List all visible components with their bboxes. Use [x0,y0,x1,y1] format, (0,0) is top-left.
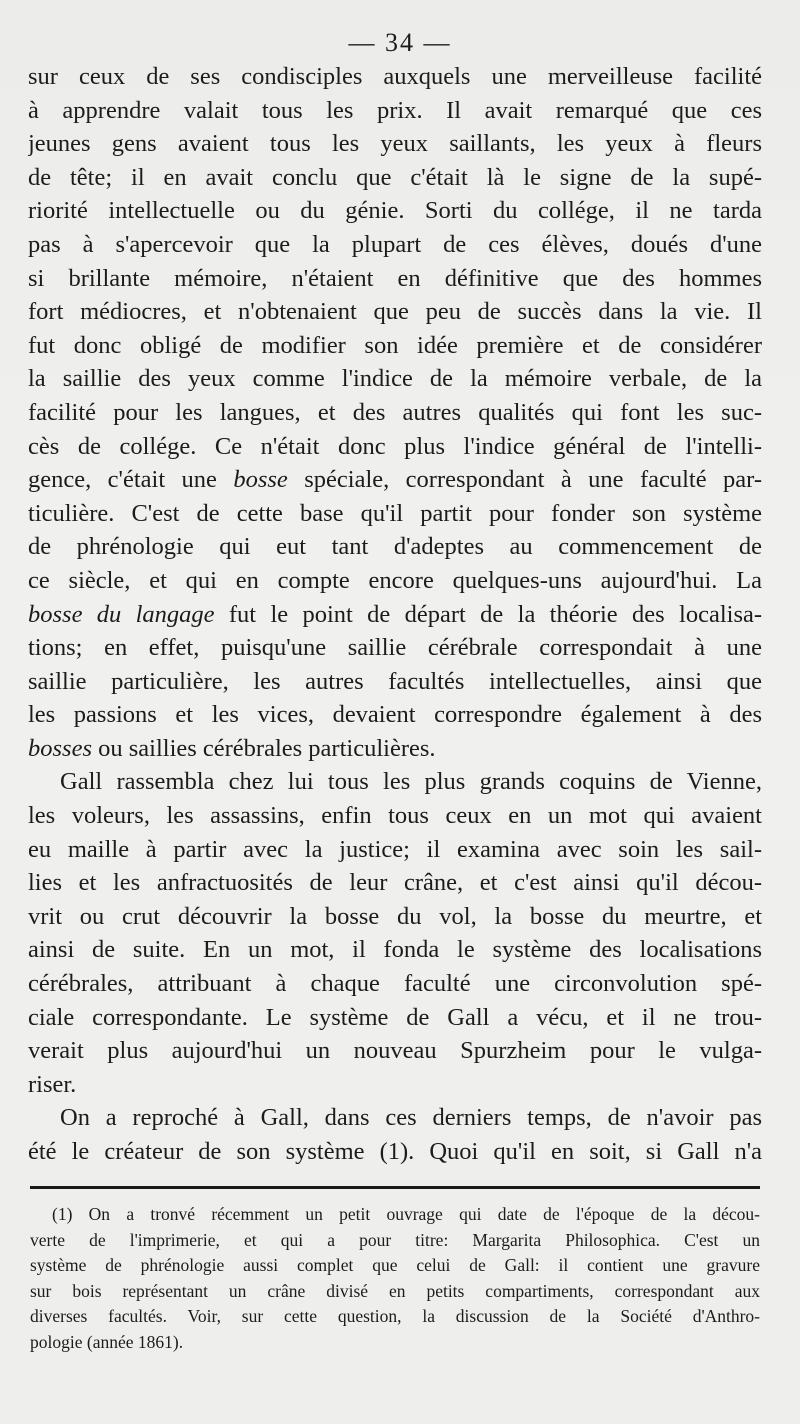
footnote-line: pologie (année 1861). [30,1331,184,1352]
body-text [28,60,762,1169]
text-line: ticulière. C'est de cette base qu'il partit pour fonder son système [28,499,762,527]
footnote-line: verte de l'imprimerie, et qui a pour titre: Margarita Philosophica. C'est un [30,1229,760,1250]
text-line: ce siècle, et qui en compte encore quelques-uns aujourd'hui. La [28,566,762,594]
text-line: pas à s'apercevoir que la plupart de ces élèves, doués d'une [28,230,762,258]
text-line: fort médiocres, et n'obtenaient que peu de succès dans la vie. Il [28,298,762,326]
text-segment: fut le point de départ de la théorie des localisa- [214,600,762,628]
text-line: fut donc obligé de modifier son idée première et de considérer [28,331,762,359]
text-line [28,463,762,497]
text-line: lies et les anfractuosités de leur crâne, et c'est ainsi qu'il décou- [28,869,762,897]
text-line: riser. [28,1070,77,1098]
text-line: les passions et les vices, devaient correspondre également à des [28,701,762,729]
italic-term: bosses [28,734,92,762]
text-line: ainsi de suite. En un mot, il fonda le système des localisations [28,936,762,964]
footnote-line: (1) On a tronvé récemment un petit ouvrage qui date de l'époque de la décou- [52,1204,760,1224]
text-segment: gence, c'était une [28,466,234,494]
footnote [30,1202,760,1355]
text-line: cès de collége. Ce n'était donc plus l'indice général de l'intelli- [28,432,762,460]
text-line [28,732,762,766]
text-line: vrit ou crut découvrir la bosse du vol, la bosse du meurtre, et [28,902,762,930]
text-line: verait plus aujourd'hui un nouveau Spurzheim pour le vulga- [28,1037,762,1065]
text-line: si brillante mémoire, n'étaient en définitive que des hommes [28,264,762,292]
text-line: On a reproché à Gall, dans ces derniers temps, de n'avoir pas [60,1104,762,1132]
footnote-line: sur bois représentant un crâne divisé en petits compartiments, correspondant aux [30,1280,760,1301]
text-line: de phrénologie qui eut tant d'adeptes au commencement de [28,533,762,561]
text-line [28,598,762,632]
footnote-separator-rule [30,1186,760,1189]
text-line: la saillie des yeux comme l'indice de la mémoire verbale, de la [28,365,762,393]
footnote-line: diverses facultés. Voir, sur cette question, la discussion de la Société d'Anthro- [30,1306,760,1326]
italic-term: bosse [233,466,288,494]
text-segment: spéciale, correspondant à une faculté par- [287,466,762,494]
text-line: saillie particulière, les autres facultés intellectuelles, ainsi que [28,667,762,695]
text-line: de tête; il en avait conclu que c'était là le signe de la supé- [28,163,762,191]
text-line: cérébrales, attribuant à chaque faculté une circonvolution spé- [28,970,762,998]
text-line: ciale correspondante. Le système de Gall a vécu, et il ne trou- [28,1003,762,1031]
text-line: à apprendre valait tous les prix. Il avait remarqué que ces [28,96,762,124]
italic-term: bosse du langage [28,600,215,628]
text-segment: ou saillies cérébrales particulières. [91,734,436,762]
text-line: sur ceux de ses condisciples auxquels une merveilleuse facilité [28,63,762,90]
text-line: riorité intellectuelle ou du génie. Sorti du collége, il ne tarda [28,197,762,225]
text-line: facilité pour les langues, et des autres qualités qui font les suc- [28,398,762,426]
text-line: tions; en effet, puisqu'une saillie cérébrale correspondait à une [28,634,762,662]
text-line: Gall rassembla chez lui tous les plus grands coquins de Vienne, [60,768,762,796]
text-line: jeunes gens avaient tous les yeux saillants, les yeux à fleurs [28,130,762,158]
text-line: été le créateur de son système (1). Quoi qu'il en soit, si Gall n'a [28,1138,762,1165]
footnote-line: système de phrénologie aussi complet que celui de Gall: il contient une gravure [30,1255,760,1275]
text-line: eu maille à partir avec la justice; il examina avec soin les sail- [28,835,762,863]
text-line: les voleurs, les assassins, enfin tous ceux en un mot qui avaient [28,802,762,830]
page-number: — 34 — [348,28,452,57]
